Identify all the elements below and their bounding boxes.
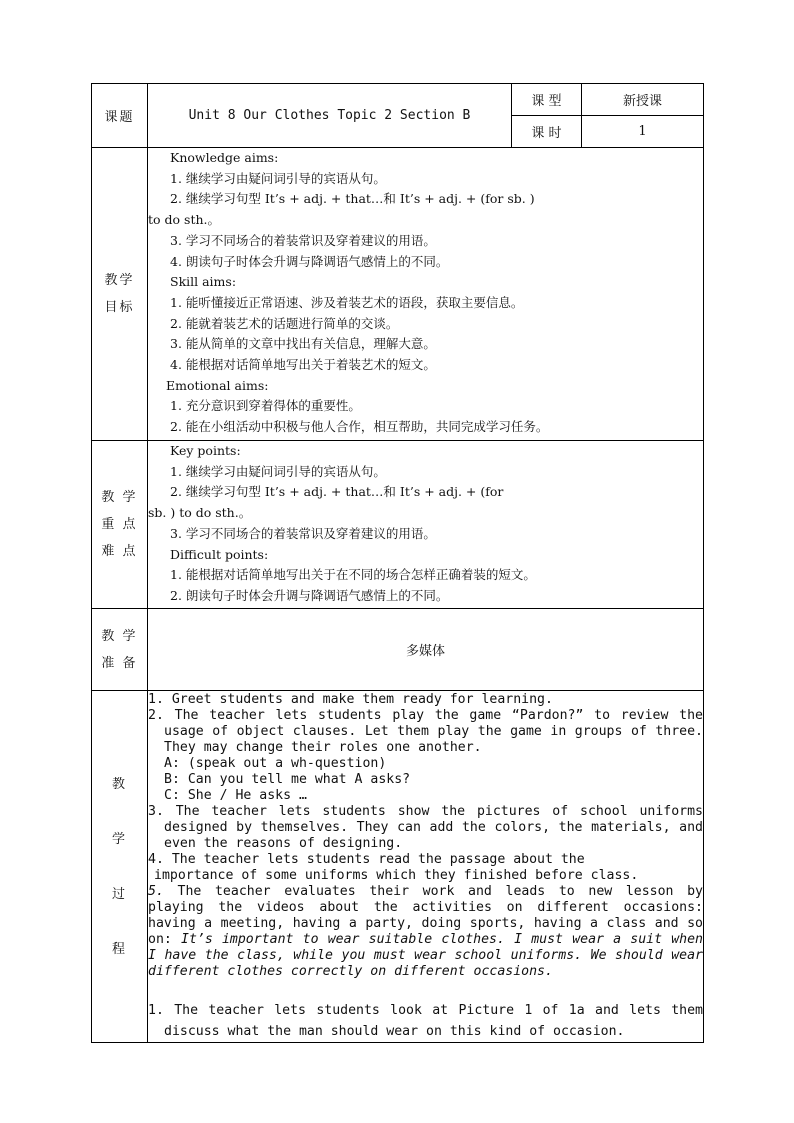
knowledge-item-cont: to do sth.。 xyxy=(148,212,220,228)
key-points-label: 教 学 重 点 难 点 xyxy=(92,441,148,609)
skill-heading: Skill aims: xyxy=(170,274,237,290)
key-heading: Key points: xyxy=(170,443,241,458)
process-step-4: 4. The teacher lets students read the passage about the xyxy=(148,852,585,867)
step-5-number: 5. xyxy=(148,884,164,899)
step-5-italic: It’s important to wear suitable clothes. I must wear a suit when I have the class, while you must wear school uniforms. We should wear different clothes correctly on different occasions. xyxy=(148,932,703,979)
step-5-text: The teacher evaluates their work and leads to new lesson by playing the videos about the activities on different occasions: having a meeting, having a party, doing sports, having a class and so on: xyxy=(148,884,703,947)
class-hours-value: 1 xyxy=(582,116,704,148)
next-step-1: 1. The teacher lets students look at Picture 1 of 1a and lets them discuss what the man should wear on this kind of occasion. xyxy=(148,1003,703,1039)
emotional-item: 2. 能在小组活动中积极与他人合作，相互帮助，共同完成学习任务。 xyxy=(170,419,549,435)
key-item-cont: sb. ) to do sth.。 xyxy=(148,505,252,521)
lesson-title: Unit 8 Our Clothes Topic 2 Section B xyxy=(148,84,512,148)
knowledge-item: 4. 朗读句子时体会升调与降调语气感情上的不同。 xyxy=(170,253,449,269)
key-item: 3. 学习不同场合的着装常识及穿着建议的用语。 xyxy=(170,525,436,541)
preparation-label: 教 学 准 备 xyxy=(92,609,148,691)
skill-item: 4. 能根据对话简单地写出关于着装艺术的短文。 xyxy=(170,357,436,373)
process-step-3: 3. The teacher lets students show the pictures of school uniforms designed by themselves. They can add the colors, the materials, and even the reasons of designing. xyxy=(148,804,703,851)
difficult-heading: Difficult points: xyxy=(170,546,269,562)
dialog-line-b: B: Can you tell me what A asks? xyxy=(164,772,411,787)
difficult-item: 2. 朗读句子时体会升调与降调语气感情上的不同。 xyxy=(170,587,449,603)
difficult-item: 1. 能根据对话简单地写出关于在不同的场合怎样正确着装的短文。 xyxy=(170,567,536,583)
skill-item: 1. 能听懂接近正常语速、涉及着装艺术的语段，获取主要信息。 xyxy=(170,294,524,310)
knowledge-heading: Knowledge aims: xyxy=(170,150,279,165)
lesson-plan-table xyxy=(91,83,704,1043)
skill-item: 2. 能就着装艺术的话题进行简单的交谈。 xyxy=(170,315,399,331)
preparation-value: 多媒体 xyxy=(148,609,704,691)
process-label: 教 学 过 程 xyxy=(92,691,148,1043)
teaching-goals xyxy=(148,148,704,441)
key-points xyxy=(148,441,704,609)
lesson-type-label: 课 型 xyxy=(512,84,582,116)
process-step-5 xyxy=(148,884,703,980)
process-step-1: 1. Greet students and make them ready for learning. xyxy=(148,692,553,707)
lesson-type-value: 新授课 xyxy=(582,84,704,116)
class-hours-label: 课 时 xyxy=(512,116,582,148)
emotional-heading: Emotional aims: xyxy=(166,377,269,393)
spacer xyxy=(148,980,703,1000)
teaching-process xyxy=(148,691,704,1043)
topic-label: 课题 xyxy=(92,84,148,148)
dialog-line-c: C: She / He asks … xyxy=(164,788,307,803)
emotional-item: 1. 充分意识到穿着得体的重要性。 xyxy=(170,398,361,414)
knowledge-item: 1. 继续学习由疑问词引导的宾语从句。 xyxy=(170,170,386,186)
key-item: 2. 继续学习句型 It’s + adj. + that…和 It’s + adj. + (for xyxy=(170,484,504,500)
goals-label: 教学 目标 xyxy=(92,148,148,441)
dialog-line-a: A: (speak out a wh-question) xyxy=(164,756,387,771)
knowledge-item: 3. 学习不同场合的着装常识及穿着建议的用语。 xyxy=(170,232,436,248)
process-step-4-cont: importance of some uniforms which they finished before class. xyxy=(154,868,639,883)
process-step-2: 2. The teacher lets students play the game “Pardon?” to review the usage of object clauses. Let them play the game in groups of three. They may change their roles one another. xyxy=(148,708,703,755)
skill-item: 3. 能从简单的文章中找出有关信息，理解大意。 xyxy=(170,336,436,352)
key-item: 1. 继续学习由疑问词引导的宾语从句。 xyxy=(170,463,386,479)
knowledge-item: 2. 继续学习句型 It’s + adj. + that…和 It’s + adj. + (for sb. ) xyxy=(170,191,535,207)
